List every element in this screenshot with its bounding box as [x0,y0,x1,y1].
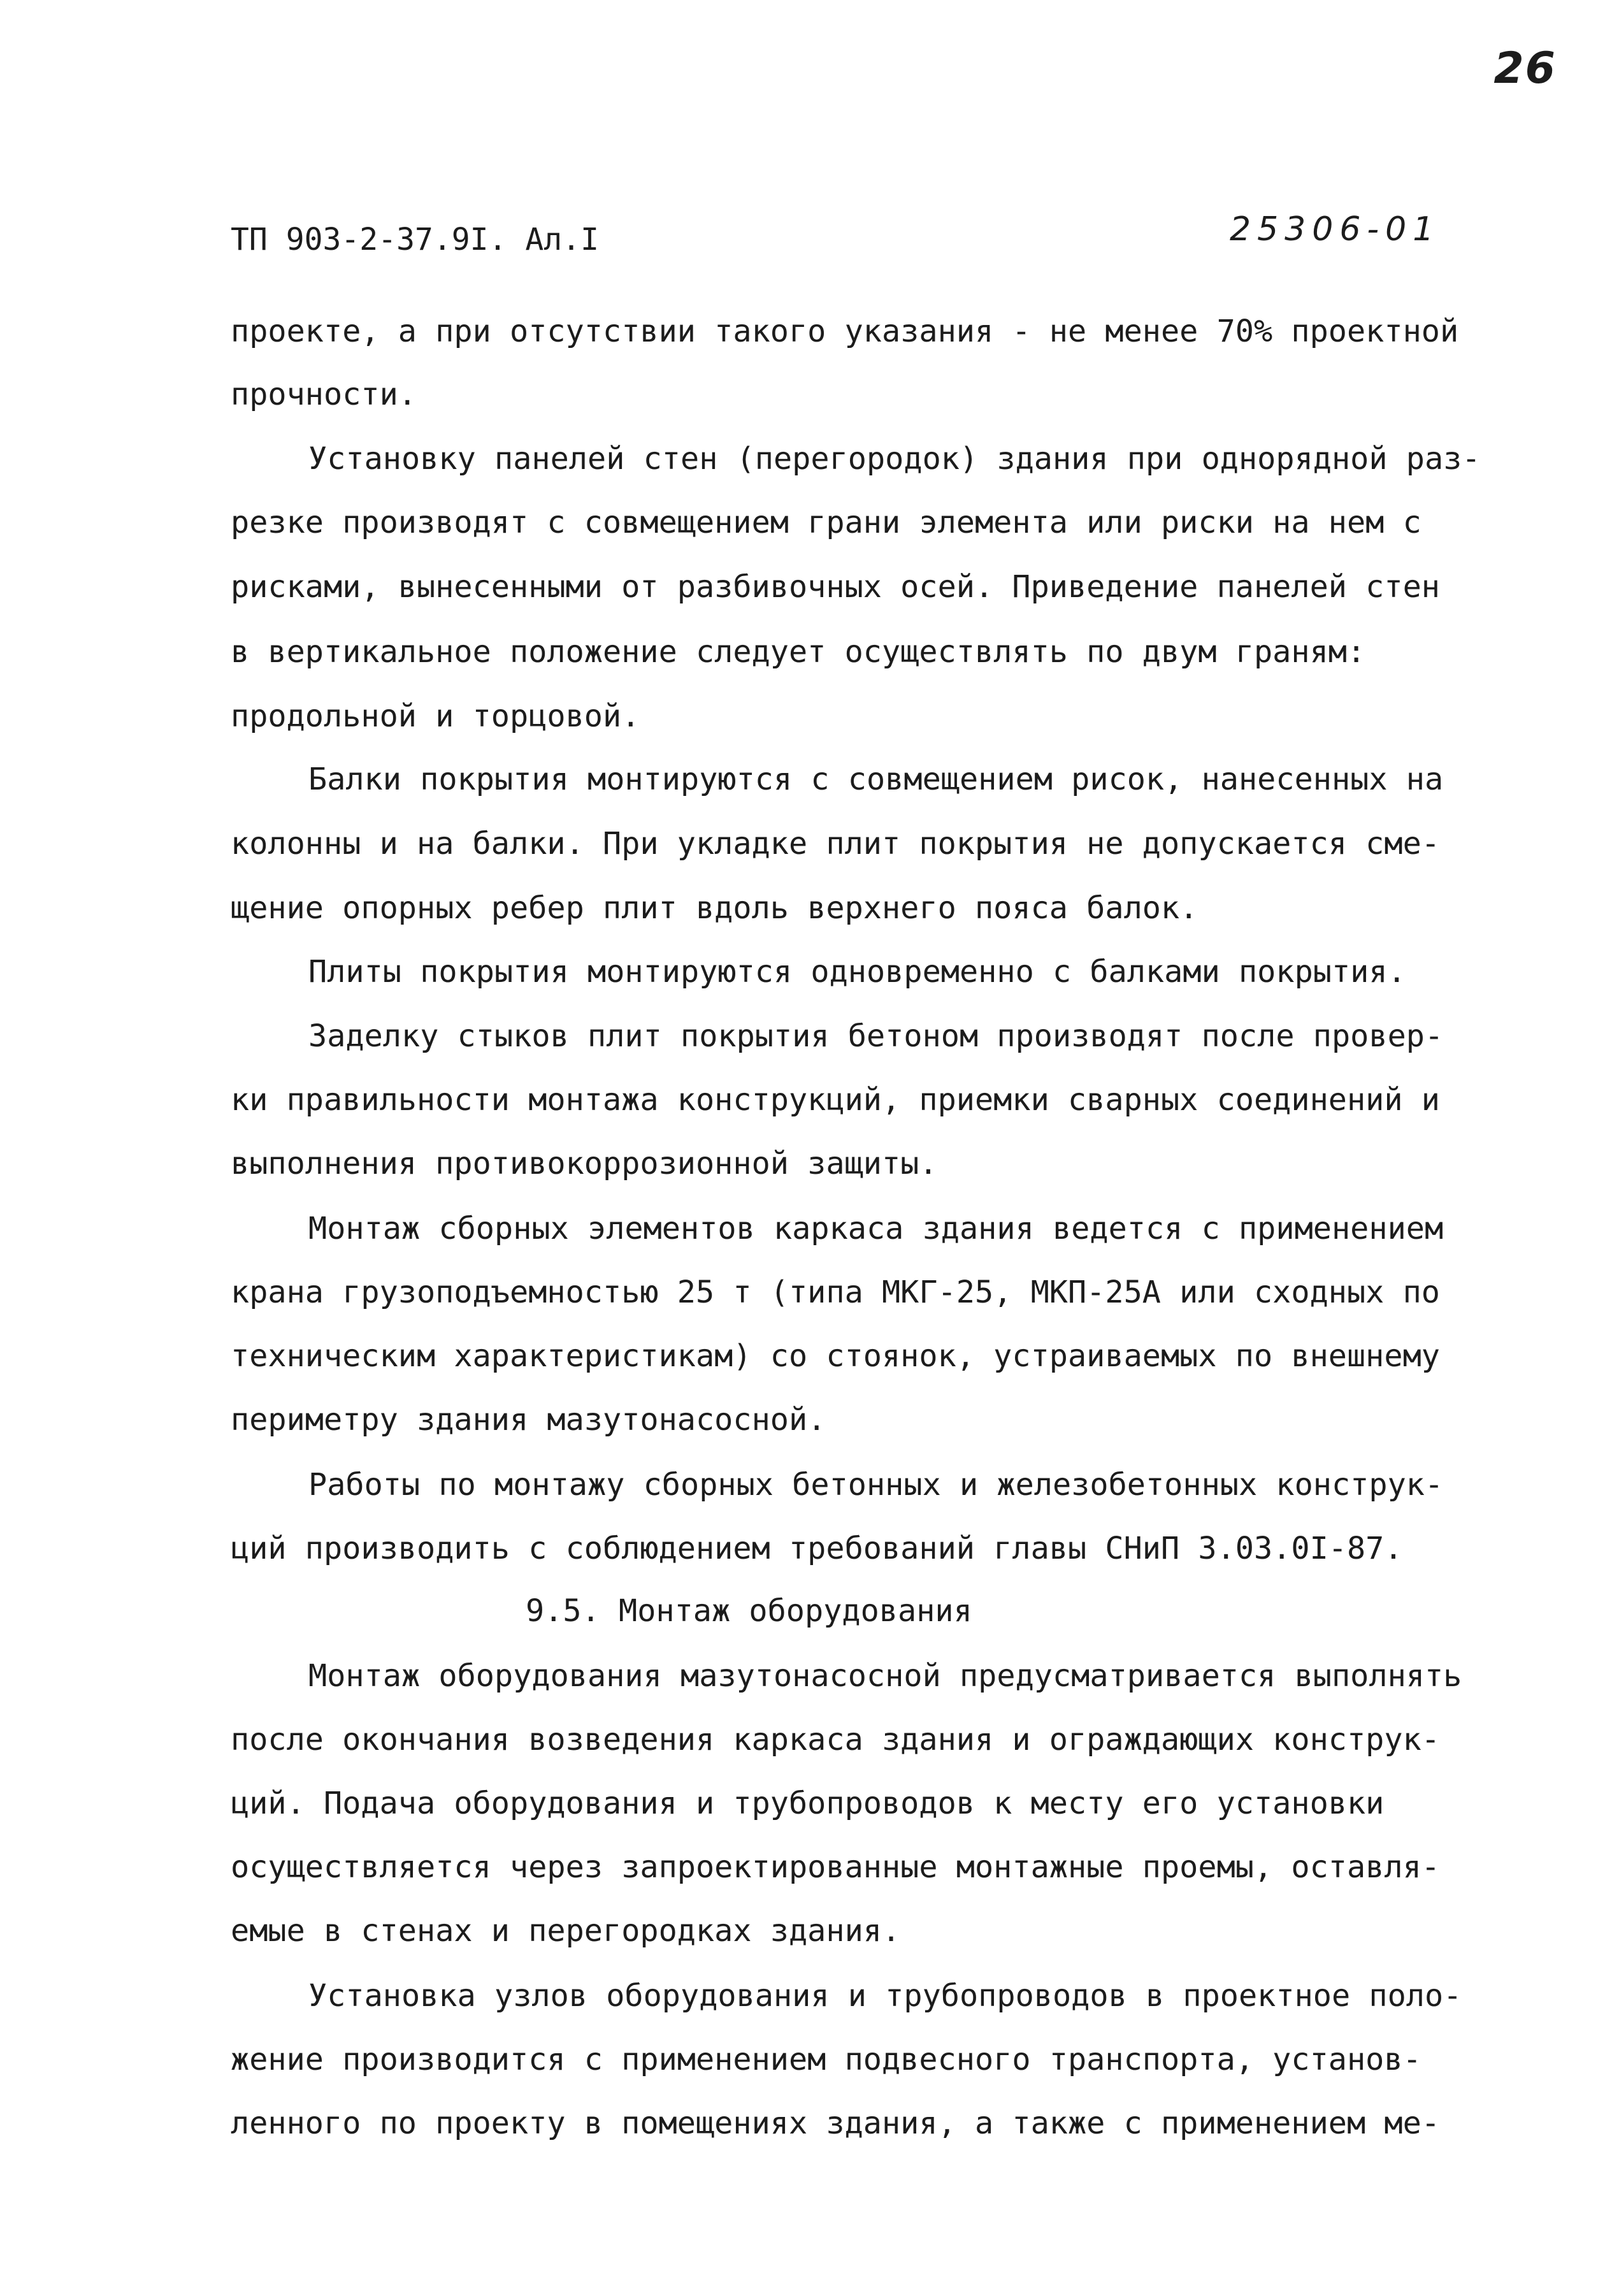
body-line: Плиты покрытия монтируются одновременно с балками покрытия. [308,954,1406,990]
body-line: крана грузоподъемностью 25 т (типа МКГ-25, МКП-25А или сходных по [231,1274,1440,1310]
document-code: ТП 903-2-37.9I. Ал.I [231,222,599,257]
body-line: Балки покрытия монтируются с совмещением рисок, нанесенных на [308,762,1444,797]
body-line: жение производится с применением подвесного транспорта, установ- [231,2042,1421,2077]
body-line: в вертикальное положение следует осуществлять по двум граням: [231,634,1366,670]
body-line: колонны и на балки. При укладке плит покрытия не допускается сме- [231,826,1440,862]
body-line: щение опорных ребер плит вдоль верхнего пояса балок. [231,890,1198,926]
body-line: ки правильности монтажа конструкций, приемки сварных соединений и [231,1082,1440,1118]
body-line: Работы по монтажу сборных бетонных и железобетонных конструк- [308,1467,1444,1503]
body-line: техническим характеристикам) со стоянок, устраиваемых по внешнему [231,1338,1440,1374]
body-line: резке производят с совмещением грани элемента или риски на нем с [231,505,1421,540]
body-line: после окончания возведения каркаса здания и ограждающих конструк- [231,1722,1440,1758]
body-line: проекте, а при отсутствии такого указания - не менее 70% проектной [231,314,1459,349]
body-line: емые в стенах и перегородках здания. [231,1913,901,1949]
body-line: прочности. [231,377,417,412]
body-line: Установку панелей стен (перегородок) здания при однорядной раз- [308,441,1481,477]
body-line: ленного по проекту в помещениях здания, а также с применением ме- [231,2105,1440,2141]
body-line: осуществляется через запроектированные монтажные проемы, оставля- [231,1849,1440,1885]
body-line: продольной и торцовой. [231,698,640,734]
body-line: периметру здания мазутонасосной. [231,1402,826,1438]
body-line: Установка узлов оборудования и трубопроводов в проектное поло- [308,1978,1462,2014]
section-heading: 9.5. Монтаж оборудования [526,1593,972,1629]
body-line: рисками, вынесенными от разбивочных осей. Приведение панелей стен [231,569,1440,605]
archive-number: 25306-01 [1230,210,1441,249]
body-line: Монтаж оборудования мазутонасосной предусматривается выполнять [308,1658,1462,1694]
body-line: Заделку стыков плит покрытия бетоном производят после провер- [308,1018,1444,1054]
page-number: 26 [1493,43,1557,94]
body-line: выполнения противокоррозионной защиты. [231,1146,938,1181]
body-line: ций. Подача оборудования и трубопроводов к месту его установки [231,1786,1385,1821]
body-line: ций производить с соблюдением требований главы СНиП 3.03.0I-87. [231,1531,1403,1566]
body-line: Монтаж сборных элементов каркаса здания ведется с применением [308,1211,1444,1246]
